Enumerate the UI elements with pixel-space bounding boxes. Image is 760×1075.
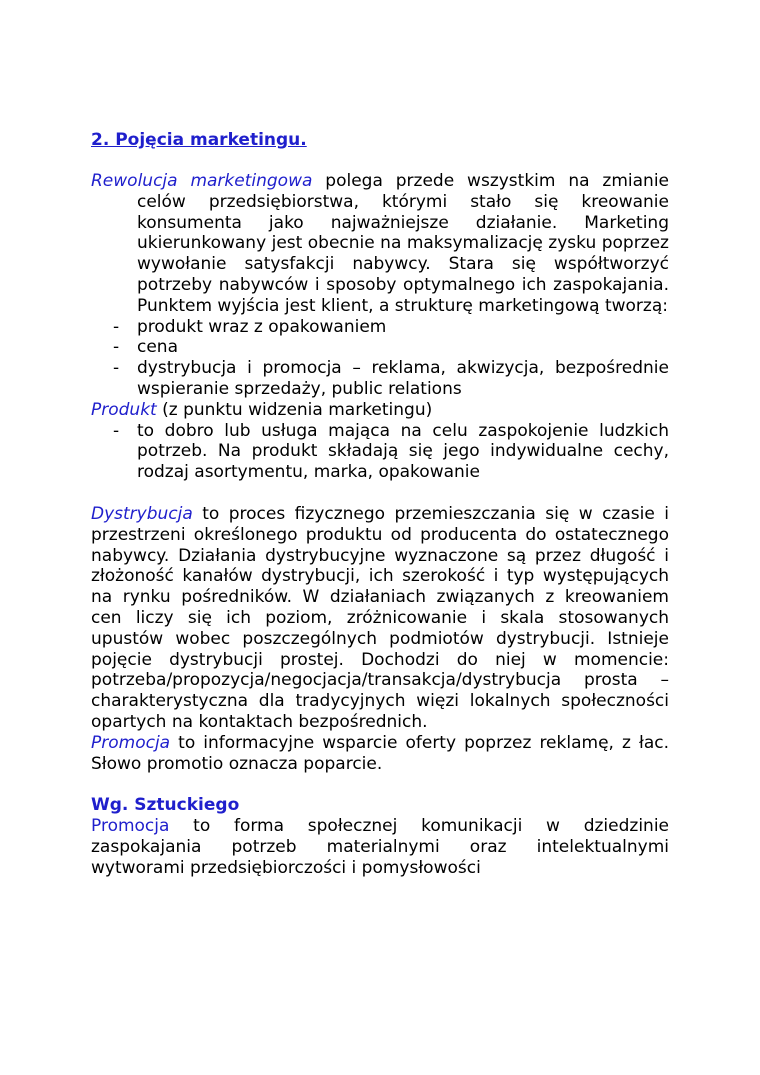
list-item: - cena — [91, 337, 669, 358]
list-item: - to dobro lub usługa mająca na celu zaspokojenie ludzkich potrzeb. Na produkt składają się jego indywidualne cechy, rodzaj asortymentu, marka, opakowanie — [91, 421, 669, 483]
structure-list — [91, 317, 669, 400]
produkt-paragraph — [91, 400, 669, 421]
promocja-text: to informacyjne wsparcie oferty poprzez reklamę, z łac. Słowo promotio oznacza poparcie. — [91, 732, 669, 774]
produkt-text: (z punktu widzenia marketingu) — [156, 399, 433, 420]
spacer — [91, 774, 669, 795]
sztucki-paragraph — [91, 816, 669, 878]
promocja-paragraph — [91, 733, 669, 775]
promocja-term: Promocja — [91, 732, 171, 753]
list-item: - dystrybucja i promocja – reklama, akwizycja, bezpośrednie wspieranie sprzedaży, public relations — [91, 358, 669, 400]
spacer — [91, 483, 669, 504]
produkt-list — [91, 421, 669, 483]
rewolucja-term: Rewolucja marketingowa — [91, 171, 313, 191]
document-content — [91, 130, 669, 879]
list-item: - produkt wraz z opakowaniem — [91, 317, 669, 338]
page-title: 2. Pojęcia marketingu. — [91, 130, 307, 150]
produkt-term: Produkt — [91, 399, 157, 420]
dystrybucja-term: Dystrybucja — [91, 503, 193, 524]
sztucki-term: Promocja — [91, 816, 170, 837]
sztucki-text: to forma społecznej komunikacji w dziedzinie zaspokajania potrzeb materialnymi oraz intelektualnymi wytworami przedsiębiorczości i pomysłowości — [91, 816, 669, 878]
rewolucja-text: polega przede wszystkim na zmianie celów przedsiębiorstwa, którymi stało się kreowanie konsumenta jako najważniejsze działanie. Marketing ukierunkowany jest obecnie na maksymalizację zysku poprzez wywołanie satysfakcji nabywcy. Stara się współtworzyć potrzeby nabywców i sposoby optymalnego ich zaspokajania. Punktem wyjścia jest klient, a strukturę marketingową tworzą: — [137, 171, 669, 316]
rewolucja-paragraph — [91, 171, 669, 317]
dystrybucja-paragraph — [91, 504, 669, 733]
dystrybucja-text: to proces fizycznego przemieszczania się w czasie i przestrzeni określonego produktu od producenta do ostatecznego nabywcy. Działania dystrybucyjne wyznaczone są przez długość i złożoność kanałów dystrybucji, ich szerokość i typ występujących na rynku pośredników. W działaniach związanych z kreowaniem cen liczy się ich poziom, zróżnicowanie i skala stosowanych upustów wobec poszczególnych podmiotów dystrybucji. Istnieje pojęcie dystrybucji prostej. Dochodzi do niej w momencie: potrzeba/propozycja/negocjacja/transakcja/dystrybucja prosta – charakterystyczna dla tradycyjnych więzi lokalnych społeczności opartych na kontaktach bezpośrednich. — [91, 503, 669, 732]
section-heading: Wg. Sztuckiego — [91, 795, 240, 816]
